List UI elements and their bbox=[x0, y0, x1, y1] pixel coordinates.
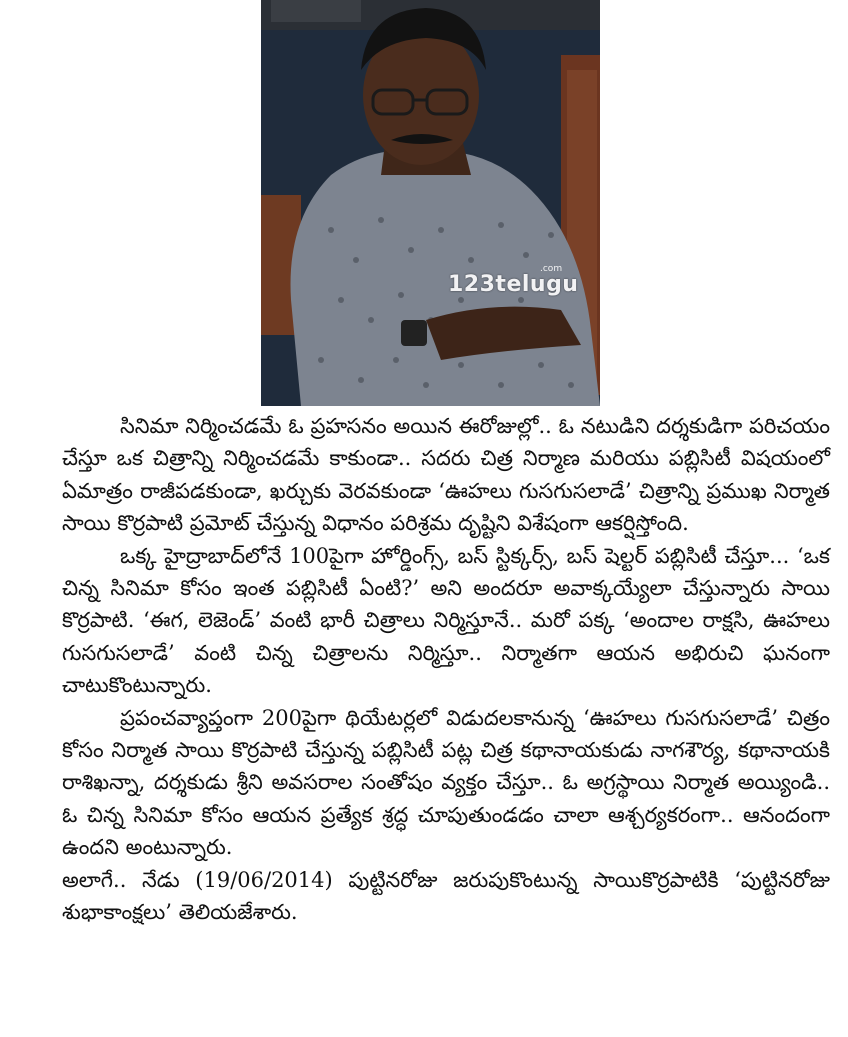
paragraph-3: ప్రపంచవ్యాప్తంగా 200పైగా థియేటర్లలో విడుదలకానున్న ‘ఊహలు గుసగుసలాడే’ చిత్రం కోసం నిర్మాత సాయి కొర్రపాటి చేస్తున్న పబ్లిసిటీ పట్ల చిత్ర కథానాయకుడు నాగశౌర్య, కథానాయకి రాశిఖన్నా, దర్శకుడు శ్రీని అవసరాల సంతోషం వ్యక్తం చేస్తూ.. ఓ అగ్రస్థాయి నిర్మాత అయ్యిండి.. ఓ చిన్న సినిమా కోసం ఆయన ప్రత్యేక శ్రద్ధ చూపుతుండడం చాలా ఆశ్చర్యకరంగా.. ఆనందంగా ఉందని అంటున్నారు. bbox=[62, 705, 830, 860]
paragraph-2: ఒక్క హైద్రాబాద్‌లోనే 100పైగా హోర్డింగ్స్, బస్ స్టిక్కర్స్, బస్ షెల్టర్ పబ్లిసిటీ చేస్తూ... ‘ఒక చిన్న సినిమా కోసం ఇంత పబ్లిసిటీ ఏంటి?’ అని అందరూ అవాక్కయ్యేలా చేస్తున్నారు సాయి కొర్రపాటి. ‘ఈగ, లెజెండ్’ వంటి భారీ చిత్రాలు నిర్మిస్తూనే.. మరో పక్క ‘అందాల రాక్షసి, ఊహలు గుసగుసలాడే’ వంటి చిన్న చిత్రాలను నిర్మిస్తూ.. నిర్మాతగా ఆయన అభిరుచి ఘనంగా చాటుకొంటున్నారు. bbox=[62, 543, 830, 698]
watermark-suffix: .com bbox=[540, 264, 563, 274]
article-body bbox=[62, 410, 830, 929]
paragraph-4: అలాగే.. నేడు (19/06/2014) పుట్టినరోజు జరుపుకొంటున్న సాయికొర్రపాటికి ‘పుట్టినరోజు శుభాకాంక్షలు’ తెలియజేశారు. bbox=[62, 867, 830, 925]
portrait-illustration bbox=[261, 0, 600, 406]
watermark-text: 123telugu bbox=[448, 272, 579, 297]
portrait-photo bbox=[261, 0, 600, 406]
paragraph-1: సినిమా నిర్మించడమే ఓ ప్రహసనం అయిన ఈరోజుల్లో.. ఓ నటుడిని దర్శకుడిగా పరిచయం చేస్తూ ఒక చిత్రాన్ని నిర్మించడమే కాకుండా.. సదరు చిత్ర నిర్మాణ మరియు పబ్లిసిటీ విషయంలో ఏమాత్రం రాజీపడకుండా, ఖర్చుకు వెరవకుండా ‘ఊహలు గుసగుసలాడే’ చిత్రాన్ని ప్రముఖ నిర్మాత సాయి కొర్రపాటి ప్రమోట్ చేస్తున్న విధానం పరిశ్రమ దృష్టిని విశేషంగా ఆకర్షిస్తోంది. bbox=[62, 414, 830, 536]
